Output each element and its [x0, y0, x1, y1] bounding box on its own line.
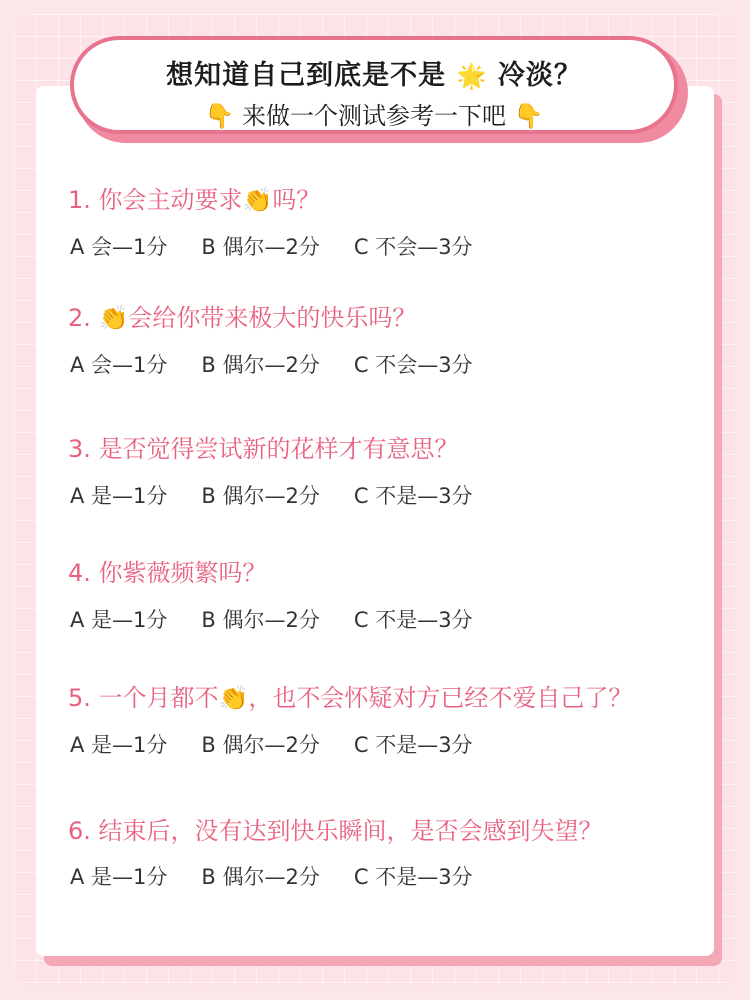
option-c: C 不是—3分	[353, 484, 473, 508]
clapping-hands-icon: 👏	[218, 684, 249, 712]
question-6	[68, 811, 708, 846]
question-text: 4. 你紫薇频繁吗？	[68, 559, 267, 587]
title-line-2	[74, 96, 674, 131]
title-text-before: 想知道自己到底是不是	[166, 60, 447, 91]
question-text: 2.	[68, 304, 99, 332]
option-c: C 不会—3分	[353, 235, 473, 259]
options-3	[70, 480, 507, 510]
option-c: C 不是—3分	[353, 733, 473, 757]
title-text-after: 冷淡？	[497, 60, 582, 91]
option-a: A 是—1分	[70, 865, 168, 889]
option-a: A 是—1分	[70, 733, 168, 757]
clapping-hands-icon: 👏	[242, 186, 273, 214]
option-b: B 偶尔—2分	[201, 235, 320, 259]
question-text: 吗？	[272, 186, 321, 214]
clapping-hands-icon: 👏	[98, 304, 129, 332]
pointing-down-hand-icon: 👇	[204, 102, 235, 130]
question-text: ，也不会怀疑对方已经不爱自己了？	[248, 684, 633, 712]
sparkle-star-icon: 🌟	[456, 62, 488, 90]
option-b: B 偶尔—2分	[201, 353, 320, 377]
title-banner	[70, 36, 678, 134]
pointing-down-hand-icon: 👇	[513, 102, 544, 130]
option-b: B 偶尔—2分	[201, 484, 320, 508]
subtitle-text: 来做一个测试参考一下吧	[242, 102, 506, 130]
question-text: 5. 一个月都不	[68, 684, 219, 712]
options-2	[70, 349, 507, 379]
option-b: B 偶尔—2分	[201, 608, 320, 632]
option-c: C 不是—3分	[353, 608, 473, 632]
option-a: A 是—1分	[70, 484, 168, 508]
option-a: A 会—1分	[70, 235, 168, 259]
question-4	[68, 553, 708, 588]
question-2	[68, 298, 708, 333]
title-line-1	[74, 53, 674, 92]
question-text: 会给你带来极大的快乐吗？	[128, 304, 417, 332]
question-text: 3. 是否觉得尝试新的花样才有意思？	[68, 435, 459, 463]
question-3	[68, 429, 708, 464]
option-a: A 是—1分	[70, 608, 168, 632]
question-5	[68, 678, 708, 713]
option-a: A 会—1分	[70, 353, 168, 377]
options-6	[70, 861, 507, 891]
question-text: 1. 你会主动要求	[68, 186, 243, 214]
options-5	[70, 729, 507, 759]
option-b: B 偶尔—2分	[201, 733, 320, 757]
option-b: B 偶尔—2分	[201, 865, 320, 889]
options-4	[70, 604, 507, 634]
question-1	[68, 180, 708, 215]
options-1	[70, 231, 507, 261]
question-text: 6. 结束后，没有达到快乐瞬间，是否会感到失望？	[68, 817, 603, 845]
option-c: C 不会—3分	[353, 353, 473, 377]
option-c: C 不是—3分	[353, 865, 473, 889]
